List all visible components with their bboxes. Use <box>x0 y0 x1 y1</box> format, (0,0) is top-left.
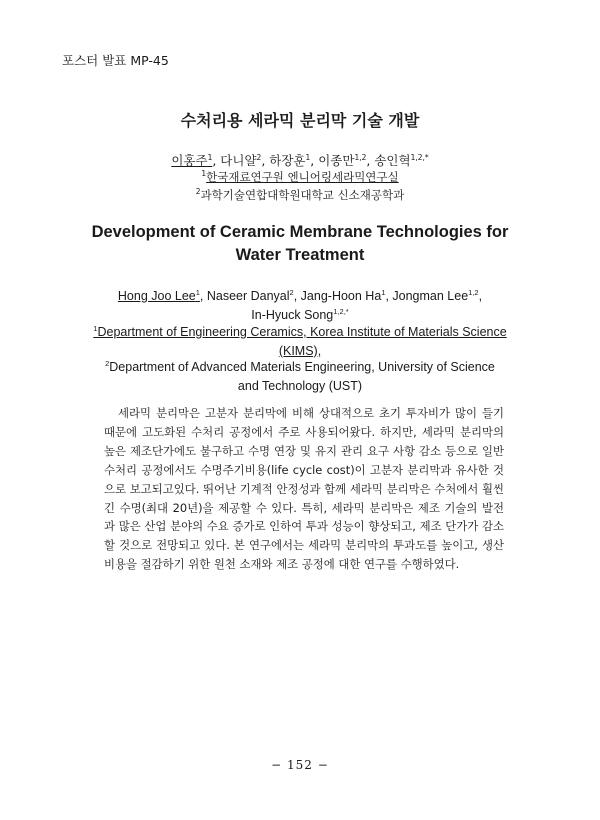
korean-author: 이홍주$^1$ <box>171 152 213 168</box>
session-label: 포스터 발표 MP-45 <box>62 53 169 68</box>
page-number: − 152 − <box>271 758 329 772</box>
english-affiliation-2: $^2$Department of Advanced Materials Engineering, University of Science and Technology (UST) <box>105 358 495 393</box>
english-author: In-Hyuck Song$^{1,2,*}$ <box>251 306 349 322</box>
korean-author: 하장훈$^1$ <box>269 152 311 168</box>
english-author: Jang-Hoon Ha$^1$ <box>300 287 386 303</box>
english-authors: Hong Joo Lee$^1$, Naseer Danyal$^2$, Jang-Hoon Ha$^1$, Jongman Lee$^{1,2}$, In-Hyuck Song$^{1,2,*}$ <box>117 287 483 322</box>
english-title: Development of Ceramic Membrane Technologies for Water Treatment <box>91 223 509 264</box>
english-author: Naseer Danyal$^2$ <box>206 287 294 303</box>
korean-title: 수처리용 세라믹 분리막 기술 개발 <box>180 111 420 130</box>
korean-author: 송인혁$^{1,2,*}$ <box>374 152 429 168</box>
english-author: Hong Joo Lee$^1$ <box>117 287 200 303</box>
korean-affiliation-2: $^2$과학기술연합대학원대학교 신소재공학과 <box>195 187 405 202</box>
korean-affiliation-1: $^1$한국재료연구원 엔니어링세라믹연구실 <box>201 169 399 184</box>
abstract-body: 세라믹 분리막은 고분자 분리막에 비해 상대적으로 초기 투자비가 많이 들기 때문에 고도화된 수처리 공정에서 주로 사용되어왔다. 하지만, 세라믹 분리막의 높은 제조단가에도 불구하고 수명 연장 및 유지 관리 요구 사항 감소 등으로 일반 수처리 공정에서도 수명주기비용(life cycle cost)이 고분자 분리막과 유사한 것으로 보고되고있다. 뛰어난 기계적 안정성과 함께 세라믹 분리막은 수처에서 훨씬 긴 수명(최대 20년)을 제공할 수 있다. 특히, 세라믹 분리막은 제조 기술의 발전과 많은 산업 분야의 수요 증가로 인하여 투과 성능이 향상되고, 제조 단가가 감소할 것으로 전망되고 있다. 본 연구에서는 세라믹 분리막의 투과도를 높이고, 생산 비용을 절감하기 위한 원천 소재와 제조 공정에 대한 연구를 수행하였다. <box>104 406 504 572</box>
korean-authors: 이홍주$^1$, 다니얄$^2$, 하장훈$^1$, 이종만$^{1,2}$, 송인혁$^{1,2,*}$ <box>171 152 429 168</box>
english-affiliation-1: $^1$Department of Engineering Ceramics, Korea Institute of Materials Science (KIMS), <box>93 323 507 358</box>
english-author: Jongman Lee$^{1,2}$ <box>392 287 479 303</box>
korean-author: 이종만$^{1,2}$ <box>318 152 367 168</box>
korean-author: 다니얄$^2$ <box>220 152 262 168</box>
